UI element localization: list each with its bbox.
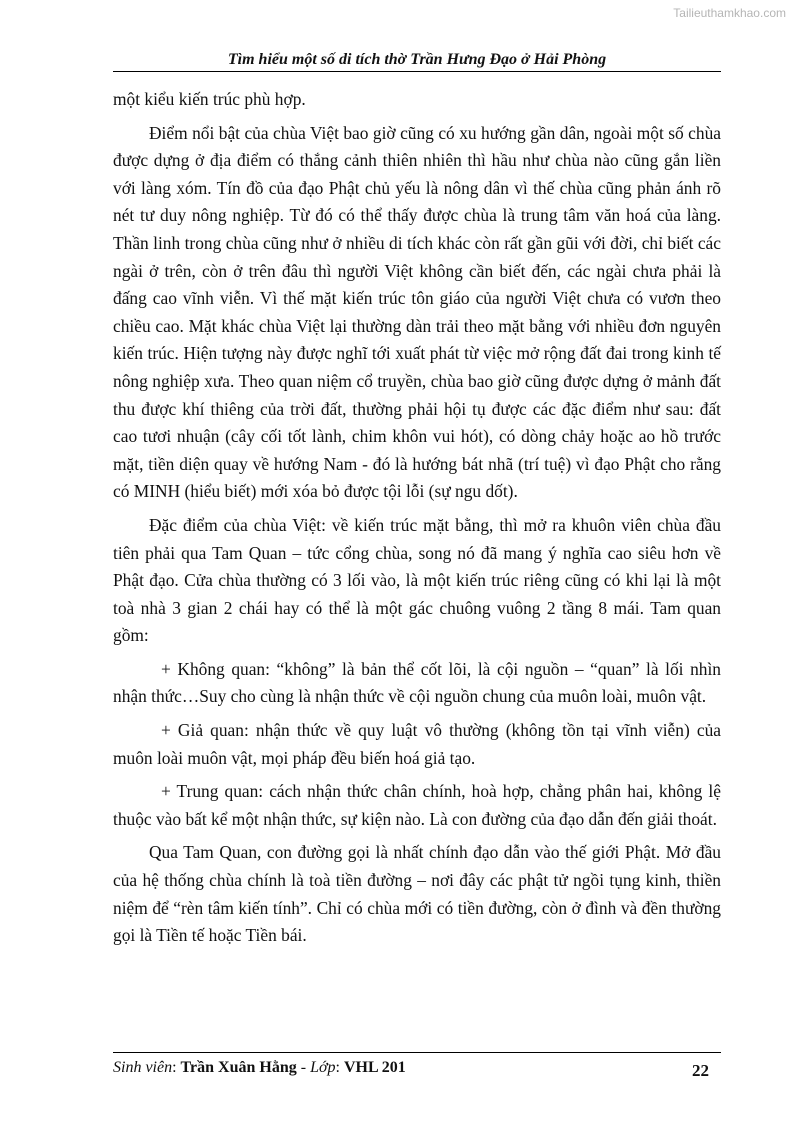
page-header — [113, 50, 721, 72]
header-title: Tìm hiểu một số di tích thờ Trần Hưng Đạo ở Hải Phòng — [227, 51, 607, 68]
paragraph: Đặc điểm của chùa Việt: về kiến trúc mặt bằng, thì mở ra khuôn viên chùa đầu tiên phải qua Tam Quan – tức cổng chùa, song nó đã mang ý nghĩa cao siêu hơn về Phật đạo. Cửa chùa thường có 3 lối vào, là một kiến trúc riêng cũng có khi lại là một toà nhà 3 gian 2 chái hay có thể là một gác chuông vuông 2 tầng 8 mái. Tam quan gồm: — [113, 514, 721, 646]
paragraph: Điểm nổi bật của chùa Việt bao giờ cũng có xu hướng gần dân, ngoài một số chùa được dựng ở địa điểm có thắng cảnh thiên nhiên thì hầu như chùa nào cũng gắn liền với làng xóm. Tín đồ của đạo Phật chủ yếu là nông dân vì thế chùa cũng phản ánh rõ nét tư duy nông nghiệp. Từ đó có thể thấy được chùa là trung tâm văn hoá của làng. Thần linh trong chùa cũng như ở nhiều di tích khác còn rất gần gũi với đời, chỉ biết các ngài ở trên, còn ở trên đâu thì người Việt không cần biết đến, các ngài chưa phải là đấng cao vĩnh viễn. Vì thế mặt kiến trúc tôn giáo của người Việt chưa có vươn theo chiều cao. Mặt khác chùa Việt lại thường dàn trải theo mặt bằng với nhiều đơn nguyên kiến trúc. Hiện tượng này được nghĩ tới xuất phát từ việc mở rộng đất đai trong kinh tế nông nghiệp xưa. Theo quan niệm cổ truyền, chùa bao giờ cũng được dựng ở mảnh đất thu được khí thiêng của trời đất, thường phải hội tụ được các đặc điểm như sau: đất cao tươi nhuận (cây cối tốt lành, chim khôn vui hót), có dòng chảy hoặc ao hồ trước mặt, tiền diện quay về hướng Nam - đó là hướng bát nhã (trí tuệ) vì đạo Phật cho rằng có MINH (hiểu biết) mới xóa bỏ được tội lỗi (sự ngu dốt). — [113, 122, 721, 502]
student-name: Trần Xuân Hằng — [180, 1059, 297, 1076]
student-label: Sinh viên — [113, 1059, 173, 1076]
paragraph: Qua Tam Quan, con đường gọi là nhất chính đạo dẫn vào thế giới Phật. Mở đầu của hệ thống chùa chính là toà tiền đường – nơi đây các phật tử ngồi tụng kinh, thiền niệm để “rèn tâm kiến tính”. Chỉ có chùa mới có tiền đường, còn ở đình và đền thường gọi là Tiền tế hoặc Tiền bái. — [113, 842, 721, 946]
bullet-paragraph: + Giả quan: nhận thức về quy luật vô thường (không tồn tại vĩnh viễn) của muôn loài muôn vật, mọi pháp đều biến hoá giả tạo. — [113, 720, 721, 768]
page-footer — [113, 1052, 721, 1080]
document-body — [113, 86, 721, 956]
class-name: VHL 201 — [343, 1059, 406, 1076]
watermark: Tailieuthamkhao.com — [673, 6, 786, 20]
class-label: Lớp — [310, 1059, 336, 1076]
bullet-paragraph: + Không quan: “không” là bản thể cốt lõi, là cội nguồn – “quan” là lối nhìn nhận thức…Suy cho cùng là nhận thức về cội nguồn chung của muôn loài, muôn vật. — [113, 658, 721, 707]
page-number: 22 — [692, 1061, 709, 1080]
paragraph: một kiểu kiến trúc phù hợp. — [113, 89, 306, 109]
footer-author: Sinh viên: Trần Xuân Hằng - Lớp: VHL 201 — [113, 1059, 406, 1076]
bullet-paragraph: + Trung quan: cách nhận thức chân chính, hoà hợp, chẳng phân hai, không lệ thuộc vào bất kể một nhận thức, sự kiện nào. Là con đường của đạo dẫn đến giải thoát. — [113, 781, 721, 829]
